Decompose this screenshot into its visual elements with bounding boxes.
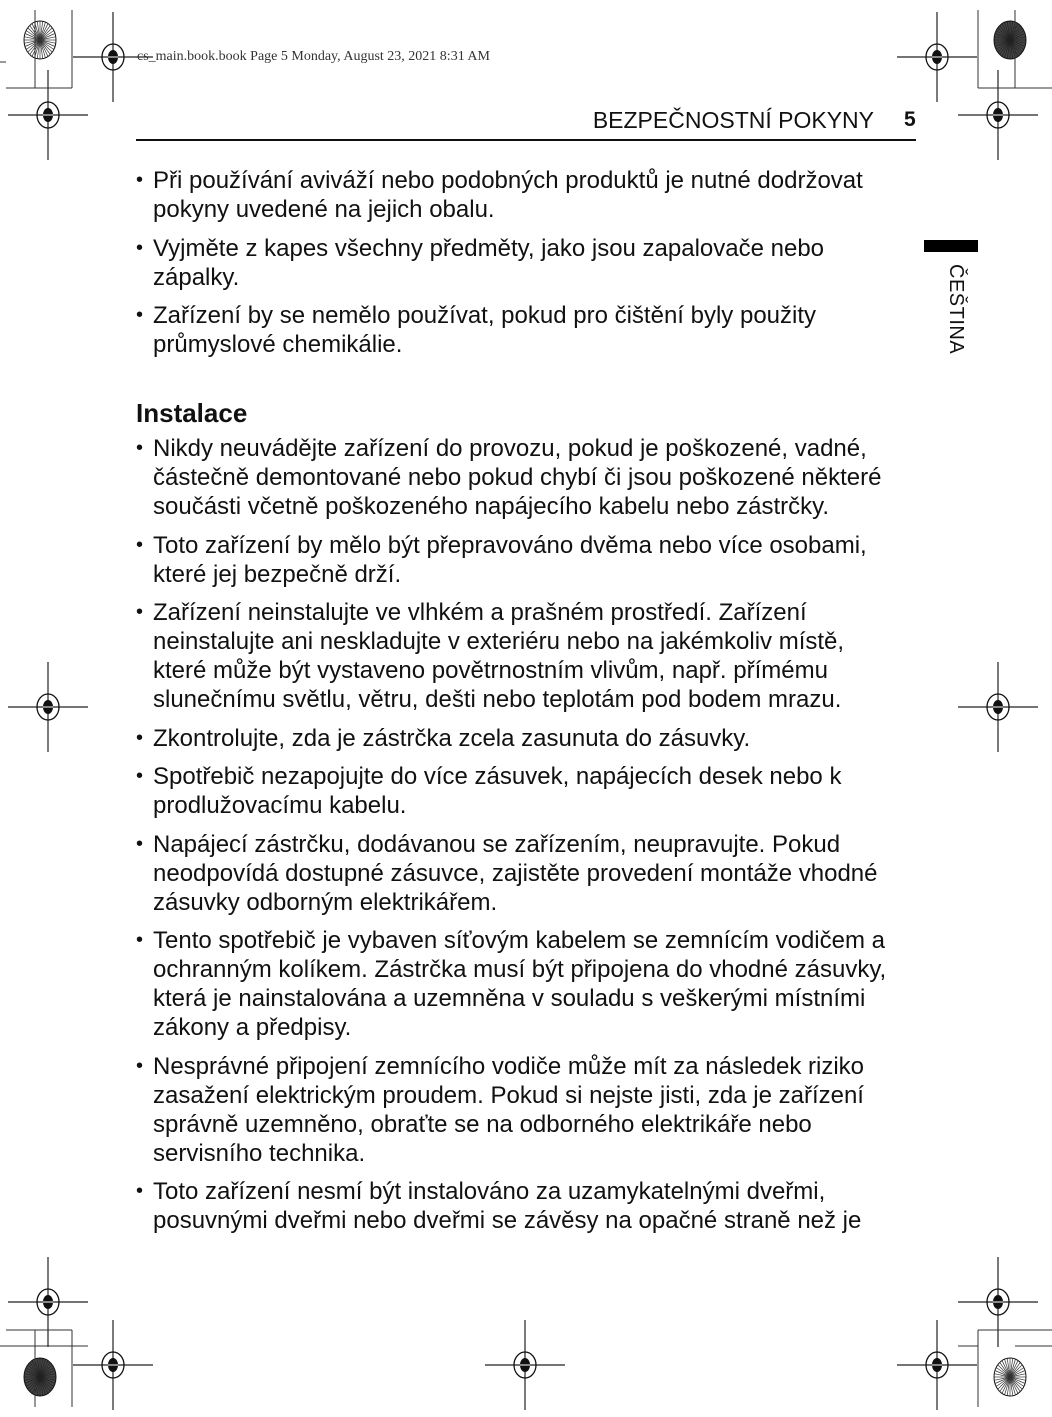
list-item	[136, 301, 926, 359]
registration-mark-icon	[485, 1320, 565, 1410]
text-line: slunečnímu světlu, větru, dešti nebo teplotám pod bodem mrazu.	[153, 686, 842, 713]
language-tab-marker	[924, 240, 978, 252]
section-heading: Instalace	[136, 398, 248, 428]
bullet: •	[136, 236, 144, 259]
list-item	[136, 762, 926, 820]
text-line: servisního technika.	[153, 1139, 366, 1167]
text-line: ochranným kolíkem. Zástrčka musí být připojena do vhodné zásuvky,	[153, 956, 887, 983]
text-line: Zkontrolujte, zda je zástrčka zcela zasunuta do zásuvky.	[153, 724, 751, 752]
text-line: neodpovídá dostupné zásuvce, zajistěte provedení montáže vhodné	[153, 859, 878, 887]
registration-mark-icon	[73, 1320, 153, 1410]
bullet: •	[136, 929, 144, 951]
text-line: Tento spotřebič je vybaven síťovým kabelem se zemnícím vodičem a	[153, 927, 885, 954]
text-line: které jej bezpečně drží.	[153, 560, 402, 588]
text-line: Zařízení neinstalujte ve vlhkém a prašném prostředí. Zařízení	[153, 599, 807, 626]
list-item	[136, 926, 926, 1042]
text-line: součásti včetně poškozeného napájecího kabelu nebo zástrčky.	[153, 493, 829, 520]
bullet: •	[136, 726, 144, 749]
registration-mark-icon	[8, 662, 88, 752]
registration-mark-icon	[897, 12, 977, 102]
list-item	[136, 830, 926, 917]
bullet: •	[136, 304, 144, 326]
text-line: posuvnými dveřmi nebo dveřmi se závěsy na opačné straně než je	[153, 1207, 862, 1234]
registration-mark-icon	[958, 662, 1038, 752]
text-line: zápalky.	[153, 263, 240, 291]
list-item	[136, 234, 926, 292]
text-line: Spotřebič nezapojujte do více zásuvek, napájecích desek nebo k	[153, 763, 842, 790]
section-general	[136, 166, 926, 369]
registration-mark-icon	[897, 1320, 977, 1410]
text-line: průmyslové chemikálie.	[153, 331, 403, 358]
text-line: Toto zařízení by mělo být přepravováno dvěma nebo více osobami,	[153, 531, 867, 559]
text-line: Nesprávné připojení zemnícího vodiče může mít za následek riziko	[153, 1052, 864, 1080]
list-item	[136, 598, 926, 714]
bullet: •	[136, 437, 144, 459]
registration-mark-icon	[8, 1257, 88, 1347]
bullet: •	[136, 1180, 144, 1202]
text-line: správně uzemněno, obraťte se na odborného elektrikáře nebo	[153, 1110, 812, 1138]
section-installation	[136, 397, 926, 1245]
list-item	[136, 434, 926, 521]
text-line: pokyny uvedené na jejich obalu.	[153, 196, 495, 223]
text-line: Nikdy neuvádějte zařízení do provozu, pokud je poškozené, vadné,	[153, 435, 867, 462]
color-target-icon	[994, 1358, 1026, 1396]
registration-mark-icon	[958, 1257, 1038, 1347]
text-line: zásuvky odborným elektrikářem.	[153, 888, 498, 916]
list-item	[136, 1177, 926, 1235]
text-line: prodlužovacímu kabelu.	[153, 792, 407, 819]
text-line: Toto zařízení nesmí být instalováno za uzamykatelnými dveřmi,	[153, 1178, 826, 1205]
page-number: 5	[904, 108, 916, 131]
list-item	[136, 724, 926, 753]
text-line: neinstalujte ani neskladujte v exteriéru nebo na jakémkoliv místě,	[153, 628, 845, 655]
text-line: Zařízení by se nemělo používat, pokud pro čištění byly použity	[153, 302, 817, 329]
language-tab-label: ČEŠTINA	[945, 264, 967, 355]
list-item	[136, 166, 926, 224]
text-line: zákony a předpisy.	[153, 1014, 352, 1041]
color-target-icon	[24, 21, 56, 59]
text-line: částečně demontované nebo pokud chybí či jsou poškozené některé	[153, 464, 882, 491]
text-line: Při používání aviváží nebo podobných produktů je nutné dodržovat	[153, 167, 863, 194]
registration-mark-icon	[8, 70, 88, 160]
header-rule	[136, 139, 916, 141]
bullet: •	[136, 765, 144, 787]
text-line: zasažení elektrickým proudem. Pokud si nejste jisti, zda je zařízení	[153, 1081, 864, 1109]
color-target-icon	[24, 1358, 56, 1396]
text-line: Napájecí zástrčku, dodávanou se zařízením, neupravujte. Pokud	[153, 830, 841, 858]
bullet: •	[136, 169, 144, 191]
bullet: •	[136, 832, 144, 855]
registration-mark-icon	[958, 70, 1038, 160]
text-line: které může být vystaveno povětrnostním vlivům, např. přímému	[153, 657, 828, 684]
list-item	[136, 1052, 926, 1168]
print-slug: cs_main.book.book Page 5 Monday, August 23, 2021 8:31 AM	[137, 49, 490, 64]
bullet: •	[136, 601, 144, 623]
color-target-icon	[994, 21, 1026, 59]
bullet: •	[136, 1054, 144, 1077]
text-line: která je nainstalována a uzemněna v souladu s veškerými místními	[153, 985, 866, 1012]
text-line: Vyjměte z kapes všechny předměty, jako jsou zapalovače nebo	[153, 234, 825, 262]
bullet: •	[136, 533, 144, 556]
list-item	[136, 531, 926, 589]
running-header-title: BEZPEČNOSTNÍ POKYNY	[592, 107, 874, 133]
